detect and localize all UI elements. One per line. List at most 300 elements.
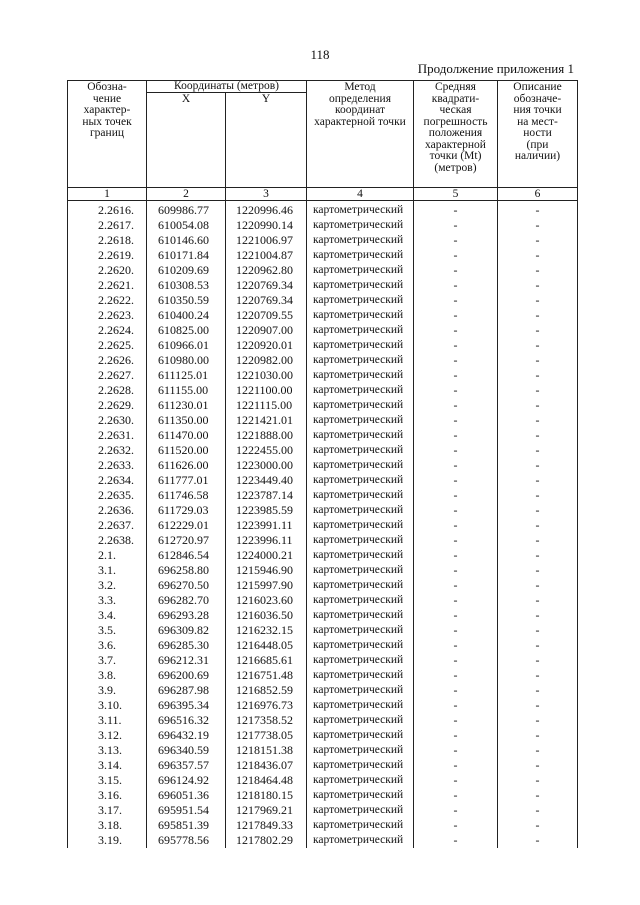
accuracy-cell: -: [414, 833, 498, 848]
coordinate-y: 1221888.00: [226, 428, 307, 443]
point-id: 2.2620.: [68, 263, 147, 278]
page-number: 118: [310, 47, 330, 62]
method-cell: картометрический: [307, 548, 414, 563]
header-description: Описание обозначе- ния точки на мест- ности (при наличии): [498, 81, 578, 188]
accuracy-cell: -: [414, 803, 498, 818]
method-cell: картометрический: [307, 413, 414, 428]
method-cell: картометрический: [307, 533, 414, 548]
method-cell: картометрический: [307, 773, 414, 788]
point-id: 3.10.: [68, 698, 147, 713]
continuation-note: Продолжение приложения 1: [417, 61, 574, 76]
method-cell: картометрический: [307, 743, 414, 758]
description-cell: -: [498, 293, 578, 308]
point-id: 2.2628.: [68, 383, 147, 398]
table-row: [68, 683, 578, 698]
coordinate-y: 1220769.34: [226, 293, 307, 308]
description-cell: -: [498, 458, 578, 473]
coordinate-y: 1223000.00: [226, 458, 307, 473]
coordinate-x: 609986.77: [147, 201, 226, 219]
table-row: [68, 608, 578, 623]
point-id: 2.2631.: [68, 428, 147, 443]
table-row: [68, 758, 578, 773]
method-cell: картометрический: [307, 201, 414, 219]
point-id: 3.5.: [68, 623, 147, 638]
method-cell: картометрический: [307, 833, 414, 848]
coordinate-x: 696051.36: [147, 788, 226, 803]
method-cell: картометрический: [307, 683, 414, 698]
table-row: [68, 638, 578, 653]
coordinate-y: 1218180.15: [226, 788, 307, 803]
coordinate-x: 611155.00: [147, 383, 226, 398]
method-cell: картометрический: [307, 368, 414, 383]
point-id: 3.19.: [68, 833, 147, 848]
coordinate-y: 1220907.00: [226, 323, 307, 338]
coordinate-y: 1220990.14: [226, 218, 307, 233]
description-cell: -: [498, 668, 578, 683]
coordinate-x: 610825.00: [147, 323, 226, 338]
coordinate-x: 610171.84: [147, 248, 226, 263]
coordinate-x: 611230.01: [147, 398, 226, 413]
accuracy-cell: -: [414, 533, 498, 548]
coordinate-y: 1223787.14: [226, 488, 307, 503]
description-cell: -: [498, 398, 578, 413]
accuracy-cell: -: [414, 218, 498, 233]
coordinate-y: 1220982.00: [226, 353, 307, 368]
method-cell: картометрический: [307, 788, 414, 803]
point-id: 2.2617.: [68, 218, 147, 233]
coordinate-y: 1221421.01: [226, 413, 307, 428]
coordinate-x: 696432.19: [147, 728, 226, 743]
coordinate-x: 611125.01: [147, 368, 226, 383]
point-id: 3.3.: [68, 593, 147, 608]
table-row: [68, 728, 578, 743]
coordinate-x: 611777.01: [147, 473, 226, 488]
accuracy-cell: -: [414, 338, 498, 353]
table-row: [68, 653, 578, 668]
method-cell: картометрический: [307, 593, 414, 608]
point-id: 2.2619.: [68, 248, 147, 263]
coordinate-y: 1218151.38: [226, 743, 307, 758]
method-cell: картометрический: [307, 758, 414, 773]
description-cell: -: [498, 758, 578, 773]
accuracy-cell: -: [414, 518, 498, 533]
point-id: 3.15.: [68, 773, 147, 788]
table-row: [68, 788, 578, 803]
point-id: 3.6.: [68, 638, 147, 653]
method-cell: картометрический: [307, 803, 414, 818]
coordinate-x: 696285.30: [147, 638, 226, 653]
coordinate-x: 610980.00: [147, 353, 226, 368]
table-row: [68, 488, 578, 503]
accuracy-cell: -: [414, 608, 498, 623]
method-cell: картометрический: [307, 653, 414, 668]
table-row: [68, 248, 578, 263]
method-cell: картометрический: [307, 713, 414, 728]
point-id: 3.8.: [68, 668, 147, 683]
method-cell: картометрический: [307, 488, 414, 503]
point-id: 3.16.: [68, 788, 147, 803]
accuracy-cell: -: [414, 488, 498, 503]
accuracy-cell: -: [414, 353, 498, 368]
table-row: [68, 593, 578, 608]
description-cell: -: [498, 488, 578, 503]
description-cell: -: [498, 278, 578, 293]
coordinate-x: 610350.59: [147, 293, 226, 308]
table-row: [68, 428, 578, 443]
description-cell: -: [498, 308, 578, 323]
description-cell: -: [498, 383, 578, 398]
table-row: [68, 293, 578, 308]
point-id: 3.13.: [68, 743, 147, 758]
coordinates-table: [67, 80, 578, 848]
coordinate-x: 612229.01: [147, 518, 226, 533]
description-cell: -: [498, 533, 578, 548]
table-row: [68, 578, 578, 593]
description-cell: -: [498, 263, 578, 278]
header-y: Y: [226, 93, 307, 188]
coordinate-x: 610308.53: [147, 278, 226, 293]
accuracy-cell: -: [414, 201, 498, 219]
coordinate-x: 610054.08: [147, 218, 226, 233]
table-row: [68, 833, 578, 848]
accuracy-cell: -: [414, 623, 498, 638]
description-cell: -: [498, 368, 578, 383]
method-cell: картометрический: [307, 233, 414, 248]
table-row: [68, 398, 578, 413]
point-id: 2.2626.: [68, 353, 147, 368]
table-row: [68, 743, 578, 758]
method-cell: картометрический: [307, 668, 414, 683]
header-accuracy: Средняя квадрати- ческая погрешность положения характерной точки (Mt) (метров): [414, 81, 498, 188]
description-cell: -: [498, 743, 578, 758]
header-method: Метод определения координат характерной точки: [307, 81, 414, 188]
coordinate-x: 696270.50: [147, 578, 226, 593]
coordinate-x: 695778.56: [147, 833, 226, 848]
point-id: 3.2.: [68, 578, 147, 593]
description-cell: -: [498, 443, 578, 458]
coordinate-y: 1221030.00: [226, 368, 307, 383]
table-row: [68, 443, 578, 458]
method-cell: картометрический: [307, 308, 414, 323]
table-row: [68, 263, 578, 278]
description-cell: -: [498, 713, 578, 728]
description-cell: -: [498, 233, 578, 248]
description-cell: -: [498, 413, 578, 428]
method-cell: картометрический: [307, 278, 414, 293]
coordinate-x: 696200.69: [147, 668, 226, 683]
table-row: [68, 563, 578, 578]
description-cell: -: [498, 248, 578, 263]
description-cell: -: [498, 623, 578, 638]
table-row: [68, 668, 578, 683]
coordinate-y: 1223985.59: [226, 503, 307, 518]
table-row: [68, 353, 578, 368]
point-id: 2.2623.: [68, 308, 147, 323]
coordinate-y: 1221004.87: [226, 248, 307, 263]
coordinate-y: 1220996.46: [226, 201, 307, 219]
point-id: 3.9.: [68, 683, 147, 698]
coordinate-y: 1221115.00: [226, 398, 307, 413]
coordinate-y: 1215997.90: [226, 578, 307, 593]
coordinate-x: 695851.39: [147, 818, 226, 833]
accuracy-cell: -: [414, 563, 498, 578]
table-row: [68, 218, 578, 233]
point-id: 3.14.: [68, 758, 147, 773]
coordinate-y: 1217802.29: [226, 833, 307, 848]
coordinate-x: 696293.28: [147, 608, 226, 623]
accuracy-cell: -: [414, 773, 498, 788]
coordinate-y: 1220709.55: [226, 308, 307, 323]
description-cell: -: [498, 473, 578, 488]
coordinate-y: 1221100.00: [226, 383, 307, 398]
method-cell: картометрический: [307, 818, 414, 833]
point-id: 3.1.: [68, 563, 147, 578]
description-cell: -: [498, 353, 578, 368]
table-row: [68, 773, 578, 788]
accuracy-cell: -: [414, 548, 498, 563]
coordinate-x: 696212.31: [147, 653, 226, 668]
column-number: 1: [68, 188, 147, 201]
point-id: 2.2637.: [68, 518, 147, 533]
description-cell: -: [498, 773, 578, 788]
coordinate-y: 1218436.07: [226, 758, 307, 773]
coordinate-x: 610209.69: [147, 263, 226, 278]
description-cell: -: [498, 563, 578, 578]
description-cell: -: [498, 653, 578, 668]
description-cell: -: [498, 503, 578, 518]
table-row: [68, 503, 578, 518]
coordinate-x: 611350.00: [147, 413, 226, 428]
point-id: 3.4.: [68, 608, 147, 623]
method-cell: картометрический: [307, 728, 414, 743]
header-x: X: [147, 93, 226, 188]
accuracy-cell: -: [414, 728, 498, 743]
point-id: 3.18.: [68, 818, 147, 833]
description-cell: -: [498, 638, 578, 653]
coordinate-x: 611470.00: [147, 428, 226, 443]
coordinate-y: 1222455.00: [226, 443, 307, 458]
coordinate-x: 696340.59: [147, 743, 226, 758]
accuracy-cell: -: [414, 443, 498, 458]
table-row: [68, 713, 578, 728]
accuracy-cell: -: [414, 413, 498, 428]
point-id: 2.2630.: [68, 413, 147, 428]
table-body: [68, 201, 578, 849]
coordinate-y: 1216685.61: [226, 653, 307, 668]
coordinate-y: 1221006.97: [226, 233, 307, 248]
table-row: [68, 473, 578, 488]
coordinate-y: 1220920.01: [226, 338, 307, 353]
coordinate-y: 1216448.05: [226, 638, 307, 653]
accuracy-cell: -: [414, 308, 498, 323]
accuracy-cell: -: [414, 818, 498, 833]
description-cell: -: [498, 518, 578, 533]
coordinate-x: 611729.03: [147, 503, 226, 518]
accuracy-cell: -: [414, 698, 498, 713]
description-cell: -: [498, 818, 578, 833]
accuracy-cell: -: [414, 683, 498, 698]
table-row: [68, 413, 578, 428]
coordinate-x: 610966.01: [147, 338, 226, 353]
coordinate-y: 1216751.48: [226, 668, 307, 683]
method-cell: картометрический: [307, 353, 414, 368]
method-cell: картометрический: [307, 563, 414, 578]
description-cell: -: [498, 578, 578, 593]
table-row: [68, 698, 578, 713]
coordinate-x: 696395.34: [147, 698, 226, 713]
point-id: 2.2634.: [68, 473, 147, 488]
table-row: [68, 533, 578, 548]
method-cell: картометрический: [307, 503, 414, 518]
accuracy-cell: -: [414, 458, 498, 473]
coordinate-x: 696282.70: [147, 593, 226, 608]
coordinate-x: 696124.92: [147, 773, 226, 788]
point-id: 2.2638.: [68, 533, 147, 548]
accuracy-cell: -: [414, 368, 498, 383]
table-row: [68, 308, 578, 323]
description-cell: -: [498, 548, 578, 563]
point-id: 2.2621.: [68, 278, 147, 293]
accuracy-cell: -: [414, 398, 498, 413]
point-id: 2.2633.: [68, 458, 147, 473]
table-row: [68, 623, 578, 638]
table-row: [68, 818, 578, 833]
accuracy-cell: -: [414, 263, 498, 278]
coordinate-y: 1220962.80: [226, 263, 307, 278]
coordinate-y: 1216232.15: [226, 623, 307, 638]
description-cell: -: [498, 608, 578, 623]
coordinate-x: 696258.80: [147, 563, 226, 578]
method-cell: картометрический: [307, 248, 414, 263]
coordinate-y: 1215946.90: [226, 563, 307, 578]
method-cell: картометрический: [307, 518, 414, 533]
coordinate-x: 695951.54: [147, 803, 226, 818]
accuracy-cell: -: [414, 758, 498, 773]
method-cell: картометрический: [307, 698, 414, 713]
point-id: 3.7.: [68, 653, 147, 668]
method-cell: картометрический: [307, 623, 414, 638]
accuracy-cell: -: [414, 743, 498, 758]
coordinate-y: 1217969.21: [226, 803, 307, 818]
table-row: [68, 368, 578, 383]
description-cell: -: [498, 323, 578, 338]
coordinate-x: 696287.98: [147, 683, 226, 698]
method-cell: картометрический: [307, 383, 414, 398]
point-id: 2.2632.: [68, 443, 147, 458]
coordinate-y: 1224000.21: [226, 548, 307, 563]
description-cell: -: [498, 833, 578, 848]
accuracy-cell: -: [414, 578, 498, 593]
accuracy-cell: -: [414, 638, 498, 653]
description-cell: -: [498, 683, 578, 698]
coordinate-x: 611746.58: [147, 488, 226, 503]
description-cell: -: [498, 728, 578, 743]
description-cell: -: [498, 698, 578, 713]
point-id: 3.11.: [68, 713, 147, 728]
coordinate-y: 1218464.48: [226, 773, 307, 788]
description-cell: -: [498, 218, 578, 233]
method-cell: картометрический: [307, 428, 414, 443]
method-cell: картометрический: [307, 293, 414, 308]
table-row: [68, 338, 578, 353]
table-header: [68, 81, 578, 201]
coordinate-x: 612720.97: [147, 533, 226, 548]
method-cell: картометрический: [307, 458, 414, 473]
accuracy-cell: -: [414, 593, 498, 608]
point-id: 2.2635.: [68, 488, 147, 503]
accuracy-cell: -: [414, 248, 498, 263]
column-number: 5: [414, 188, 498, 201]
coordinate-y: 1216852.59: [226, 683, 307, 698]
coordinate-x: 696516.32: [147, 713, 226, 728]
table-row: [68, 233, 578, 248]
coordinate-y: 1216976.73: [226, 698, 307, 713]
description-cell: -: [498, 428, 578, 443]
description-cell: -: [498, 593, 578, 608]
coordinate-x: 610400.24: [147, 308, 226, 323]
accuracy-cell: -: [414, 323, 498, 338]
coordinate-x: 611626.00: [147, 458, 226, 473]
accuracy-cell: -: [414, 428, 498, 443]
table-row: [68, 803, 578, 818]
table-row: [68, 458, 578, 473]
column-number: 4: [307, 188, 414, 201]
method-cell: картометрический: [307, 473, 414, 488]
header-point-designation: Обозна- чение характер- ных точек границ: [68, 81, 147, 188]
point-id: 2.1.: [68, 548, 147, 563]
coordinate-x: 611520.00: [147, 443, 226, 458]
accuracy-cell: -: [414, 278, 498, 293]
coordinate-y: 1217358.52: [226, 713, 307, 728]
method-cell: картометрический: [307, 638, 414, 653]
coordinate-y: 1217849.33: [226, 818, 307, 833]
method-cell: картометрический: [307, 263, 414, 278]
point-id: 2.2618.: [68, 233, 147, 248]
point-id: 2.2629.: [68, 398, 147, 413]
method-cell: картометрический: [307, 443, 414, 458]
method-cell: картометрический: [307, 608, 414, 623]
point-id: 3.12.: [68, 728, 147, 743]
table-row: [68, 548, 578, 563]
description-cell: -: [498, 803, 578, 818]
description-cell: -: [498, 338, 578, 353]
coordinate-y: 1223991.11: [226, 518, 307, 533]
table-row: [68, 201, 578, 219]
coordinate-y: 1217738.05: [226, 728, 307, 743]
method-cell: картометрический: [307, 398, 414, 413]
accuracy-cell: -: [414, 293, 498, 308]
description-cell: -: [498, 201, 578, 219]
accuracy-cell: -: [414, 473, 498, 488]
point-id: 2.2624.: [68, 323, 147, 338]
coordinate-x: 612846.54: [147, 548, 226, 563]
table-row: [68, 518, 578, 533]
coordinate-y: 1220769.34: [226, 278, 307, 293]
coordinate-y: 1223996.11: [226, 533, 307, 548]
table-row: [68, 278, 578, 293]
coordinate-x: 696309.82: [147, 623, 226, 638]
column-number: 2: [147, 188, 226, 201]
accuracy-cell: -: [414, 503, 498, 518]
description-cell: -: [498, 788, 578, 803]
method-cell: картометрический: [307, 338, 414, 353]
accuracy-cell: -: [414, 653, 498, 668]
point-id: 2.2625.: [68, 338, 147, 353]
table-row: [68, 383, 578, 398]
point-id: 3.17.: [68, 803, 147, 818]
method-cell: картометрический: [307, 323, 414, 338]
accuracy-cell: -: [414, 233, 498, 248]
